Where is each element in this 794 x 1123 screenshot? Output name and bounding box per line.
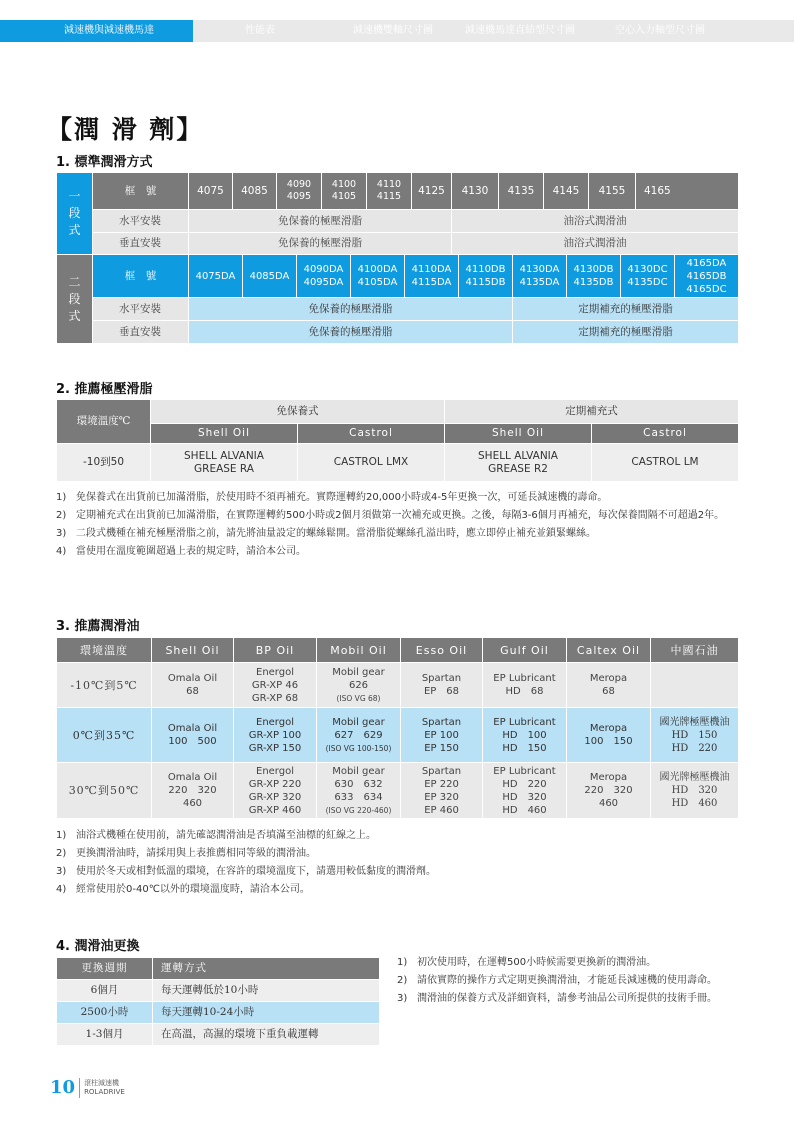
model-cell: 4075 [189,173,233,210]
note-item: 1) 免保養式在出貨前已加滿滑脂，於使用時不須再補充。實際運轉約20,000小時或4-5年更換一次，可延長減速機的壽命。 [56,492,608,503]
model-cell: 4155 [589,173,636,210]
grease-table [56,399,739,482]
periodic-header: 定期補充式 [445,400,739,424]
temp-cell: -10℃到5℃ [57,663,152,708]
tab-direct-motor[interactable]: 減速機馬達直結型尺寸圖 [465,25,575,36]
brand-name: 滾柱減速機 ROLADRIVE [84,1078,125,1096]
two-stage-table [56,254,739,344]
oil-cell: Meropa 220 320 460 [567,763,651,819]
note-item: 4) 當使用在溫度範圍超過上表的規定時，請洽本公司。 [56,546,306,557]
grease-periodic-cell: 定期補充的極壓滑脂 [513,298,739,321]
standard-lubrication-table [56,172,739,255]
section-3-heading: 3. 推薦潤滑油 [56,619,140,634]
tab-double-shaft[interactable]: 減速機雙軸尺寸圖 [353,25,433,36]
grease-free-cell: 免保養的極壓滑脂 [189,210,452,233]
oil-cell: Mobil gear 630 632 633 634 (ISO VG 220-460) [317,763,401,819]
oil-header: Esso Oil [401,638,483,663]
model-cell: 4100 4105 [322,173,367,210]
oil-change-table [56,957,380,1046]
product-cell: CASTROL LM [592,444,739,482]
model-cell: 4165DA 4165DB 4165DC [675,255,739,298]
model-cell: 4075DA [189,255,243,298]
oil-header: Gulf Oil [483,638,567,663]
oil-cell: 國光牌極壓機油 HD 320 HD 460 [651,763,739,819]
two-stage-label: 二段式 [57,255,93,344]
model-cell: 4090 4095 [277,173,322,210]
product-cell: CASTROL LMX [298,444,445,482]
note-item: 2) 定期補充式在出貨前已加滿滑脂，在實際運轉約500小時或2個月須做第一次補充或更換。之後，每隔3-6個月再補充，每次保養間隔不可超過2年。 [56,510,725,521]
oil-header: Shell Oil [152,638,234,663]
brand-header: Castrol [298,424,445,444]
model-cell: 4130 [452,173,499,210]
page-footer [50,1077,125,1098]
oil-notes [56,827,746,899]
oil-header: 中國石油 [651,638,739,663]
page-number: 10 [50,1077,76,1098]
oil-cell: Energol GR-XP 100 GR-XP 150 [234,708,317,763]
horizontal-label: 水平安裝 [93,210,189,233]
grease-free-cell: 免保養的極壓滑脂 [189,321,513,344]
oil-cell: Omala Oil 100 500 [152,708,234,763]
note-item: 3) 使用於冬天或相對低溫的環境，在容許的環境溫度下，請選用較低黏度的潤滑劑。 [56,866,436,877]
oil-header: Caltex Oil [567,638,651,663]
footer-divider [79,1078,80,1098]
period-header: 更換週期 [57,958,153,980]
page-title: 【潤 滑 劑】 [47,115,204,144]
top-nav [0,20,794,42]
note-item: 3) 二段式機種在補充極壓滑脂之前，請先將油量設定的螺絲鬆開。當滑脂從螺絲孔溢出時，應立即停止補充並鎖緊螺絲。 [56,528,596,539]
horizontal-label: 水平安裝 [93,298,189,321]
brand-header: Castrol [592,424,739,444]
grease-free-cell: 免保養的極壓滑脂 [189,233,452,255]
note-item: 1) 油浴式機種在使用前，請先確認潤滑油是否填滿至油標的紅線之上。 [56,830,376,841]
period-cell: 1-3個月 [57,1024,153,1046]
oil-cell: EP Lubricant HD 100 HD 150 [483,708,567,763]
oil-cell: Spartan EP 68 [401,663,483,708]
grease-free-cell: 免保養的極壓滑脂 [189,298,513,321]
mode-cell: 在高溫，高濕的環境下重負載運轉 [153,1024,380,1046]
model-cell: 4130DC 4135DC [621,255,675,298]
model-cell: 4165 [636,173,739,210]
oil-cell: Energol GR-XP 220 GR-XP 320 GR-XP 460 [234,763,317,819]
period-cell: 6個月 [57,980,153,1002]
tab-hollow-shaft[interactable]: 空心入力軸型尺寸圖 [615,25,705,36]
model-cell: 4125 [412,173,452,210]
model-cell: 4145 [544,173,589,210]
oil-cell: Spartan EP 220 EP 320 EP 460 [401,763,483,819]
grease-notes [56,489,746,561]
model-cell: 4110 4115 [367,173,412,210]
model-cell: 4110DB 4115DB [459,255,513,298]
oil-cell: 國光牌極壓機油 HD 150 HD 220 [651,708,739,763]
oil-table [56,637,739,819]
product-cell: SHELL ALVANIA GREASE R2 [445,444,592,482]
note-item: 3) 潤滑油的保養方式及詳細資料，請參考油品公司所提供的技術手冊。 [397,993,717,1004]
tab-performance[interactable]: 性能表 [245,25,275,36]
model-cell: 4090DA 4095DA [297,255,351,298]
note-item: 2) 請依實際的操作方式定期更換潤滑油，才能延長減速機的使用壽命。 [397,975,717,986]
oil-bath-cell: 油浴式潤滑油 [452,210,739,233]
temp-cell: 0℃到35℃ [57,708,152,763]
oil-cell: EP Lubricant HD 68 [483,663,567,708]
oil-header: Mobil Oil [317,638,401,663]
mode-header: 運轉方式 [153,958,380,980]
free-header: 免保養式 [151,400,445,424]
oil-bath-cell: 油浴式潤滑油 [452,233,739,255]
model-cell: 4130DB 4135DB [567,255,621,298]
vertical-label: 垂直安裝 [93,321,189,344]
temp-cell: 30℃到50℃ [57,763,152,819]
model-cell: 4100DA 4105DA [351,255,405,298]
oil-cell: Spartan EP 100 EP 150 [401,708,483,763]
oil-header: 環境溫度 [57,638,152,663]
brand-header: Shell Oil [151,424,298,444]
tab-reducer-motor[interactable]: 減速機與減速機馬達 [0,20,193,42]
oil-header: BP Oil [234,638,317,663]
model-cell: 4130DA 4135DA [513,255,567,298]
oil-cell: Omala Oil 220 320 460 [152,763,234,819]
section-1-heading: 1. 標準潤滑方式 [56,155,153,170]
note-item: 1) 初次使用時，在運轉500小時候需要更換新的潤滑油。 [397,957,657,968]
mode-cell: 每天運轉10-24小時 [153,1002,380,1024]
oil-cell: EP Lubricant HD 220 HD 320 HD 460 [483,763,567,819]
model-cell: 4085DA [243,255,297,298]
one-stage-label: 一段式 [57,173,93,255]
vertical-label: 垂直安裝 [93,233,189,255]
oil-cell: Omala Oil 68 [152,663,234,708]
note-item: 4) 經常使用於0-40℃以外的環境溫度時，請洽本公司。 [56,884,310,895]
oil-cell: Meropa 68 [567,663,651,708]
frame-label: 框 號 [93,255,189,298]
oil-change-notes [397,954,742,1008]
oil-cell: Mobil gear 626 (ISO VG 68) [317,663,401,708]
oil-cell: Mobil gear 627 629 (ISO VG 100-150) [317,708,401,763]
grease-periodic-cell: 定期補充的極壓滑脂 [513,321,739,344]
mode-cell: 每天運轉低於10小時 [153,980,380,1002]
env-temp-header: 環境溫度℃ [57,400,151,444]
product-cell: SHELL ALVANIA GREASE RA [151,444,298,482]
temp-cell: -10到50 [57,444,151,482]
brand-header: Shell Oil [445,424,592,444]
model-cell: 4085 [233,173,277,210]
model-cell: 4135 [499,173,544,210]
model-cell: 4110DA 4115DA [405,255,459,298]
section-2-heading: 2. 推薦極壓滑脂 [56,382,153,397]
frame-label: 框 號 [93,173,189,210]
section-4-heading: 4. 潤滑油更換 [56,939,140,954]
oil-cell: Energol GR-XP 46 GR-XP 68 [234,663,317,708]
note-item: 2) 更換潤滑油時，請採用與上表推薦相同等級的潤滑油。 [56,848,316,859]
oil-cell [651,663,739,708]
period-cell: 2500小時 [57,1002,153,1024]
oil-cell: Meropa 100 150 [567,708,651,763]
